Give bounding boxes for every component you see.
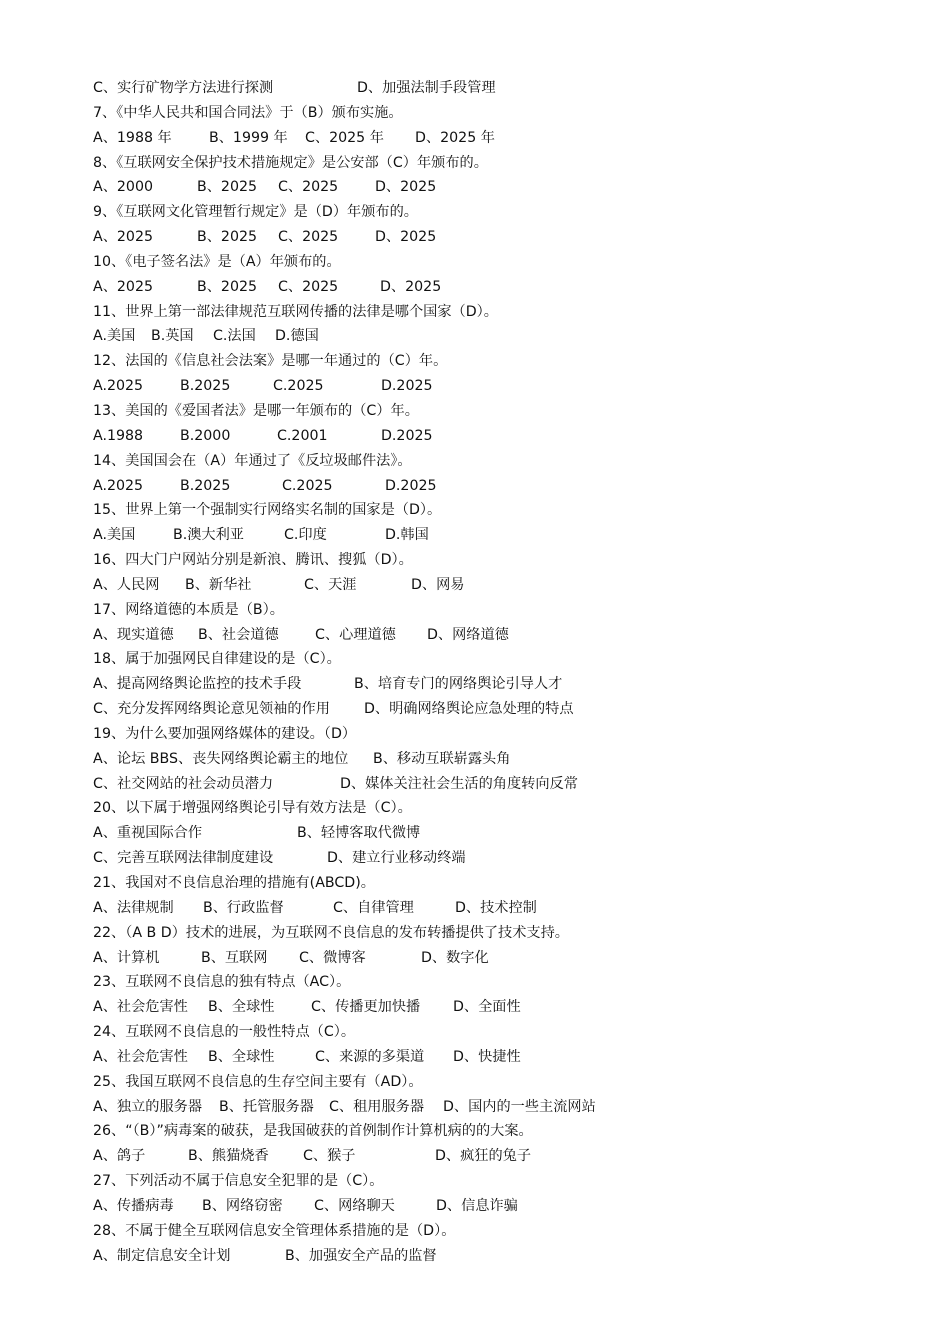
text-line: [93, 846, 923, 871]
option-text: D.德国: [275, 328, 319, 345]
text-line: [93, 995, 923, 1020]
option-text: B、轻博客取代微博: [297, 825, 421, 842]
text-line: [93, 672, 923, 697]
option-text: C、网络聊天: [314, 1197, 395, 1214]
option-text: A.2025: [93, 477, 144, 494]
option-text: A、社会危害性: [93, 999, 188, 1016]
option-text: A、2000: [93, 179, 153, 196]
question-text: 21、我国对不良信息治理的措施有(ABCD)。: [93, 875, 375, 891]
text-line: [93, 175, 923, 200]
text-line: [93, 498, 923, 523]
option-text: A、2025: [93, 229, 153, 246]
text-line: [93, 1020, 923, 1045]
option-text: D.韩国: [385, 527, 429, 544]
text-line: [93, 474, 923, 499]
option-text: A、1988 年: [93, 129, 172, 146]
option-text: D.2025: [381, 378, 433, 395]
option-text: A、独立的服务器: [93, 1098, 203, 1115]
option-text: C、实行矿物学方法进行探测: [93, 80, 274, 96]
text-line: [93, 76, 923, 101]
text-line: [93, 300, 923, 325]
text-line: [93, 349, 923, 374]
option-text: D.2025: [381, 427, 433, 444]
question-text: 23、互联网不良信息的独有特点（AC）。: [93, 974, 351, 991]
option-text: C、社交网站的社会动员潜力: [93, 775, 274, 792]
text-line: [93, 1119, 923, 1144]
option-text: B、托管服务器: [219, 1098, 314, 1115]
question-text: 9、《互联网文化管理暂行规定》是（D）年颁布的。: [93, 204, 418, 221]
text-line: [93, 126, 923, 151]
option-text: B.2025: [180, 477, 231, 494]
text-line: [93, 1219, 923, 1244]
option-text: C、2025 年: [305, 129, 384, 146]
option-text: B、2025: [197, 229, 258, 246]
option-text: C、租用服务器: [329, 1098, 425, 1115]
text-line: [93, 623, 923, 648]
option-text: C、充分发挥网络舆论意见领袖的作用: [93, 701, 330, 718]
option-text: C、天涯: [304, 576, 357, 593]
text-line: [93, 200, 923, 225]
option-text: B.澳大利亚: [173, 527, 244, 544]
option-text: A、鸽子: [93, 1148, 146, 1165]
option-text: D、2025: [375, 229, 437, 246]
text-line: [93, 1194, 923, 1219]
option-text: D、2025: [375, 179, 437, 196]
option-text: B、熊猫烧香: [188, 1148, 269, 1165]
option-text: B、全球性: [208, 1048, 275, 1065]
option-text: B.2025: [180, 378, 231, 395]
text-line: [93, 722, 923, 747]
text-line: [93, 225, 923, 250]
option-text: B、社会道德: [198, 626, 279, 643]
option-text: C、猴子: [303, 1148, 356, 1165]
question-text: 16、四大门户网站分别是新浪、腾讯、搜狐（D）。: [93, 552, 413, 569]
option-text: A、2025: [93, 278, 153, 295]
option-text: A、现实道德: [93, 626, 174, 643]
option-text: A.美国: [93, 527, 136, 544]
option-text: A.美国: [93, 328, 136, 345]
option-text: C、2025: [278, 278, 339, 295]
text-line: [93, 821, 923, 846]
question-text: 25、我国互联网不良信息的生存空间主要有（AD）。: [93, 1073, 423, 1090]
option-text: D、数字化: [421, 949, 489, 966]
option-text: B、全球性: [208, 999, 275, 1016]
question-text: 10、《电子签名法》是（A）年颁布的。: [93, 253, 341, 270]
question-text: 27、下列活动不属于信息安全犯罪的是（C）。: [93, 1173, 384, 1190]
text-line: [93, 1144, 923, 1169]
option-text: D、网络道德: [427, 626, 509, 643]
text-line: [93, 1070, 923, 1095]
text-line: [93, 796, 923, 821]
option-text: D、技术控制: [455, 899, 537, 916]
option-text: B.英国: [151, 328, 194, 345]
question-list: [93, 76, 923, 1269]
text-line: [93, 523, 923, 548]
option-text: D、2025: [380, 278, 442, 295]
text-line: [93, 573, 923, 598]
option-text: A、社会危害性: [93, 1048, 188, 1065]
text-line: [93, 772, 923, 797]
text-line: [93, 548, 923, 573]
text-line: [93, 399, 923, 424]
option-text: D.2025: [385, 477, 437, 494]
option-text: C、2025: [278, 229, 339, 246]
question-text: 8、《互联网安全保护技术措施规定》是公安部（C）年颁布的。: [93, 154, 488, 171]
option-text: D、加强法制手段管理: [357, 80, 496, 96]
option-text: C.法国: [213, 328, 256, 345]
text-line: [93, 101, 923, 126]
option-text: D、信息诈骗: [436, 1197, 518, 1214]
question-text: 20、以下属于增强网络舆论引导有效方法是（C）。: [93, 800, 412, 817]
option-text: B、互联网: [201, 949, 268, 966]
question-text: 14、美国国会在（A）年通过了《反垃圾邮件法》。: [93, 452, 412, 469]
text-line: [93, 970, 923, 995]
option-text: A、人民网: [93, 576, 160, 593]
option-text: D、2025 年: [415, 129, 495, 146]
text-line: [93, 1045, 923, 1070]
question-text: 22、（A B D）技术的进展，为互联网不良信息的发布转播提供了技术支持。: [93, 924, 569, 941]
option-text: B、2025: [197, 179, 258, 196]
option-text: D、建立行业移动终端: [327, 850, 466, 867]
option-text: B、1999 年: [209, 129, 288, 146]
option-text: A.2025: [93, 378, 144, 395]
question-text: 13、美国的《爱国者法》是哪一年颁布的（C）年。: [93, 402, 419, 419]
question-text: 12、法国的《信息社会法案》是哪一年通过的（C）年。: [93, 353, 448, 370]
text-line: [93, 1169, 923, 1194]
option-text: A、制定信息安全计划: [93, 1247, 231, 1264]
option-text: B、行政监督: [203, 899, 284, 916]
question-text: 17、网络道德的本质是（B）。: [93, 601, 284, 618]
option-text: B、新华社: [185, 576, 252, 593]
text-line: [93, 747, 923, 772]
option-text: C、来源的多渠道: [315, 1048, 425, 1065]
option-text: A.1988: [93, 427, 144, 444]
text-line: [93, 697, 923, 722]
question-text: 24、互联网不良信息的一般性特点（C）。: [93, 1024, 356, 1041]
question-text: 18、属于加强网民自律建设的是（C）。: [93, 651, 341, 668]
question-text: 15、世界上第一个强制实行网络实名制的国家是（D）。: [93, 502, 442, 519]
question-text: 7、《中华人民共和国合同法》于（B）颁布实施。: [93, 104, 403, 121]
option-text: D、疯狂的兔子: [435, 1148, 532, 1165]
option-text: C.印度: [284, 527, 327, 544]
question-text: 28、不属于健全互联网信息安全管理体系措施的是（D）。: [93, 1222, 456, 1239]
option-text: C、2025: [278, 179, 339, 196]
text-line: [93, 424, 923, 449]
option-text: A、计算机: [93, 949, 160, 966]
option-text: A、传播病毒: [93, 1197, 174, 1214]
text-line: [93, 374, 923, 399]
option-text: C、心理道德: [315, 626, 396, 643]
text-line: [93, 151, 923, 176]
option-text: A、论坛 BBS、丧失网络舆论霸主的地位: [93, 750, 349, 767]
text-line: [93, 647, 923, 672]
option-text: D、明确网络舆论应急处理的特点: [364, 701, 574, 718]
text-line: [93, 449, 923, 474]
option-text: D、网易: [411, 576, 465, 593]
text-line: [93, 896, 923, 921]
text-line: [93, 598, 923, 623]
option-text: C、完善互联网法律制度建设: [93, 850, 274, 867]
option-text: A、提高网络舆论监控的技术手段: [93, 676, 302, 693]
option-text: A、重视国际合作: [93, 825, 203, 842]
option-text: A、法律规制: [93, 899, 174, 916]
option-text: D、国内的一些主流网站: [443, 1098, 596, 1115]
text-line: [93, 324, 923, 349]
option-text: C、传播更加快播: [311, 999, 421, 1016]
option-text: D、快捷性: [453, 1048, 521, 1065]
text-line: [93, 1244, 923, 1269]
option-text: B.2000: [180, 427, 231, 444]
text-line: [93, 1095, 923, 1120]
question-text: 19、为什么要加强网络媒体的建设。（D）: [93, 725, 357, 742]
option-text: C.2025: [282, 477, 333, 494]
option-text: B、网络窃密: [202, 1197, 283, 1214]
text-line: [93, 946, 923, 971]
option-text: B、2025: [197, 278, 258, 295]
text-line: [93, 871, 923, 896]
option-text: B、加强安全产品的监督: [285, 1247, 437, 1264]
question-text: 26、“（B）”病毒案的破获，是我国破获的首例制作计算机病的的大案。: [93, 1123, 533, 1140]
option-text: B、培育专门的网络舆论引导人才: [354, 676, 563, 693]
option-text: C、自律管理: [333, 899, 414, 916]
option-text: C.2025: [273, 378, 324, 395]
text-line: [93, 921, 923, 946]
option-text: C、微博客: [299, 949, 366, 966]
option-text: B、移动互联崭露头角: [373, 750, 511, 767]
question-text: 11、世界上第一部法律规范互联网传播的法律是哪个国家（D）。: [93, 303, 498, 320]
text-line: [93, 275, 923, 300]
text-line: [93, 250, 923, 275]
option-text: D、媒体关注社会生活的角度转向反常: [340, 775, 578, 792]
option-text: C.2001: [277, 427, 328, 444]
option-text: D、全面性: [453, 999, 521, 1016]
